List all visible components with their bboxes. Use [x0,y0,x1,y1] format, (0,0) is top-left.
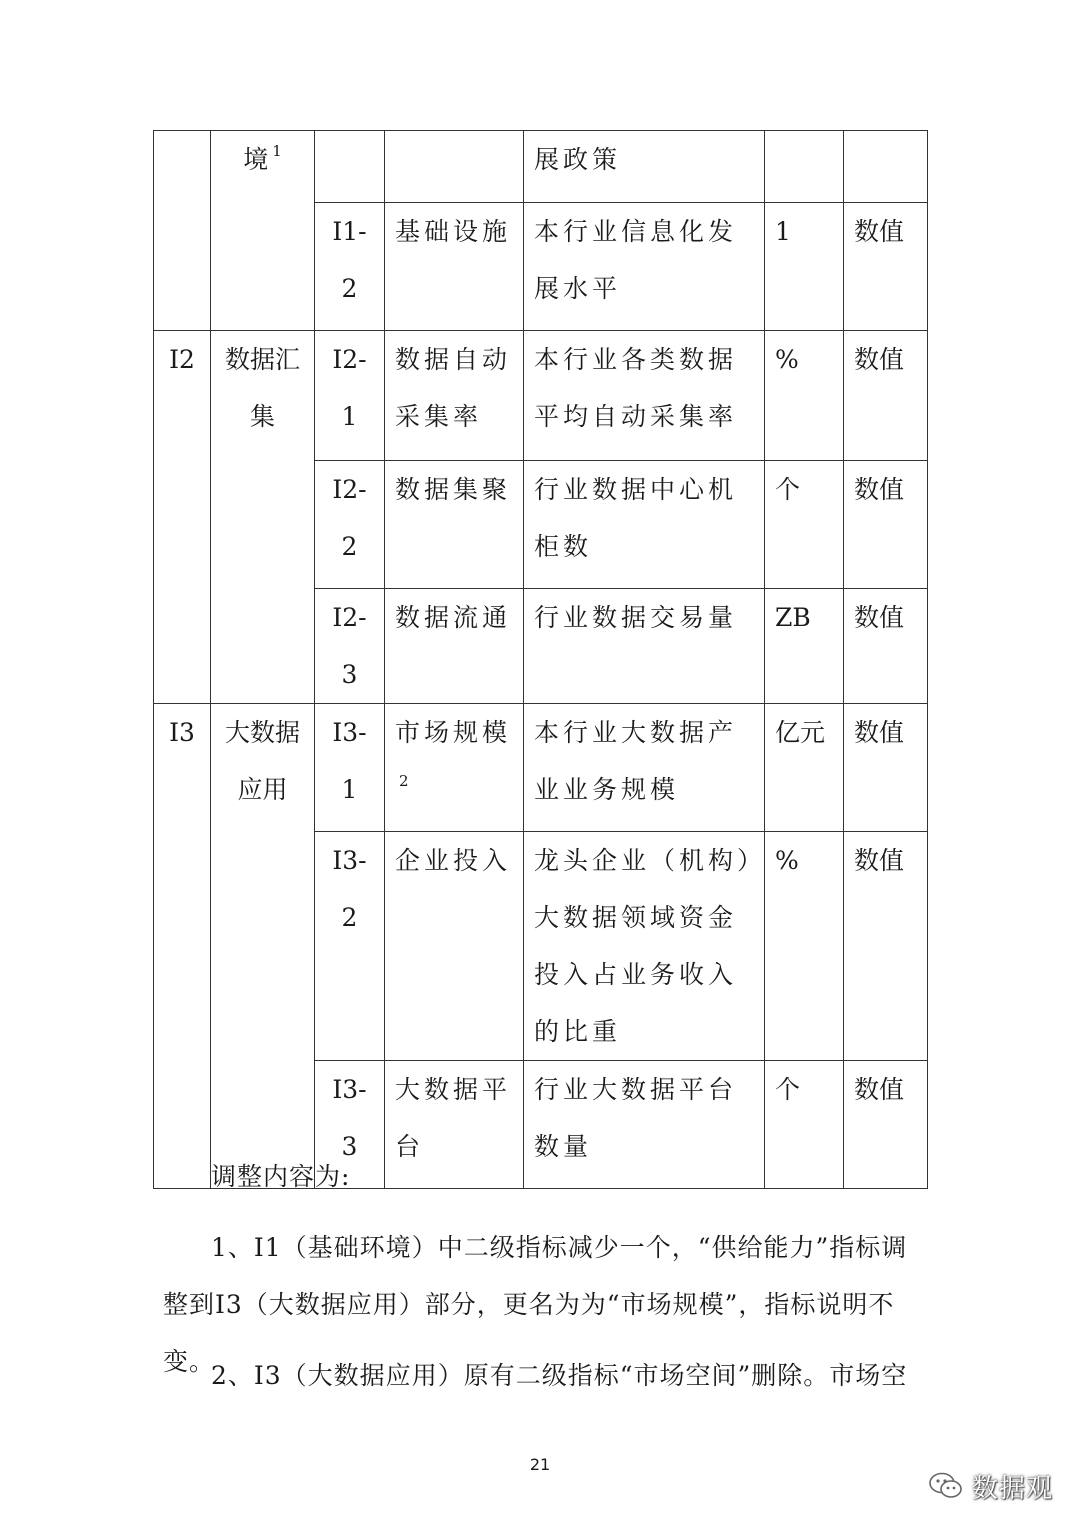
unit-cell: 个 [765,1061,844,1189]
type-cell: 数值 [844,1061,928,1189]
desc-cell: 行业大数据平台数量 [524,1061,765,1189]
paragraph [163,1347,918,1404]
sub-cell: 数据流通 [385,589,524,704]
desc-cell: 行业数据中心机柜数 [524,461,765,589]
sub-cell [385,704,524,832]
code-cell: I2-2 [315,461,385,589]
code-cell: I3-1 [315,704,385,832]
unit-cell [765,131,844,203]
footnote-marker: 2 [399,772,409,790]
desc-cell: 展政策 [524,131,765,203]
paragraph-text: 1、I1（基础环境）中二级指标减少一个，“供给能力”指标调整到I3（大数据应用）部分，更名为为“市场规模”，指标说明不变。 [163,1233,908,1376]
type-cell: 数值 [844,704,928,832]
code-cell: I2-3 [315,589,385,704]
indicator-table [153,130,928,1189]
paragraph-text: 2、I3（大数据应用）原有二级指标“市场空间”删除。市场空 [211,1361,908,1390]
page-number: 21 [529,1455,551,1474]
unit-cell: % [765,331,844,461]
table-row [154,131,928,203]
code-cell [315,131,385,203]
type-cell: 数值 [844,203,928,331]
unit-cell: ZB [765,589,844,704]
type-cell: 数值 [844,461,928,589]
type-cell: 数值 [844,832,928,1061]
type-cell: 数值 [844,331,928,461]
desc-cell: 本行业各类数据平均自动采集率 [524,331,765,461]
unit-cell: 1 [765,203,844,331]
unit-cell: % [765,832,844,1061]
table-row [154,331,928,461]
id-cell: I3 [154,704,211,1189]
name-text: 境 [243,145,269,174]
sub-cell: 企业投入 [385,832,524,1061]
code-cell: I1-2 [315,203,385,331]
paragraph-text: 调整内容为: [211,1162,351,1191]
id-cell [154,131,211,331]
sub-text: 市场规模 [395,718,512,747]
sub-cell: 数据自动采集率 [385,331,524,461]
unit-cell: 个 [765,461,844,589]
code-cell: I2-1 [315,331,385,461]
name-cell [211,131,315,331]
paragraph [163,1148,918,1205]
watermark [928,1463,1053,1509]
code-cell: I3-2 [315,832,385,1061]
watermark-text: 数据观 [972,1473,1054,1504]
desc-cell: 龙头企业（机构）大数据领域资金投入占业务收入的比重 [524,832,765,1061]
desc-cell: 本行业大数据产业业务规模 [524,704,765,832]
type-cell: 数值 [844,589,928,704]
sub-cell: 数据集聚 [385,461,524,589]
footnote-marker: 1 [272,142,282,160]
name-cell: 大数据应用 [211,704,315,1189]
desc-cell: 行业数据交易量 [524,589,765,704]
wechat-icon [928,1471,964,1501]
table-row [154,704,928,832]
id-cell: I2 [154,331,211,704]
type-cell [844,131,928,203]
unit-cell: 亿元 [765,704,844,832]
code-cell: I3-3 [315,1061,385,1189]
sub-cell [385,131,524,203]
name-cell: 数据汇集 [211,331,315,704]
desc-cell: 本行业信息化发展水平 [524,203,765,331]
sub-cell: 大数据平台 [385,1061,524,1189]
sub-cell: 基础设施 [385,203,524,331]
